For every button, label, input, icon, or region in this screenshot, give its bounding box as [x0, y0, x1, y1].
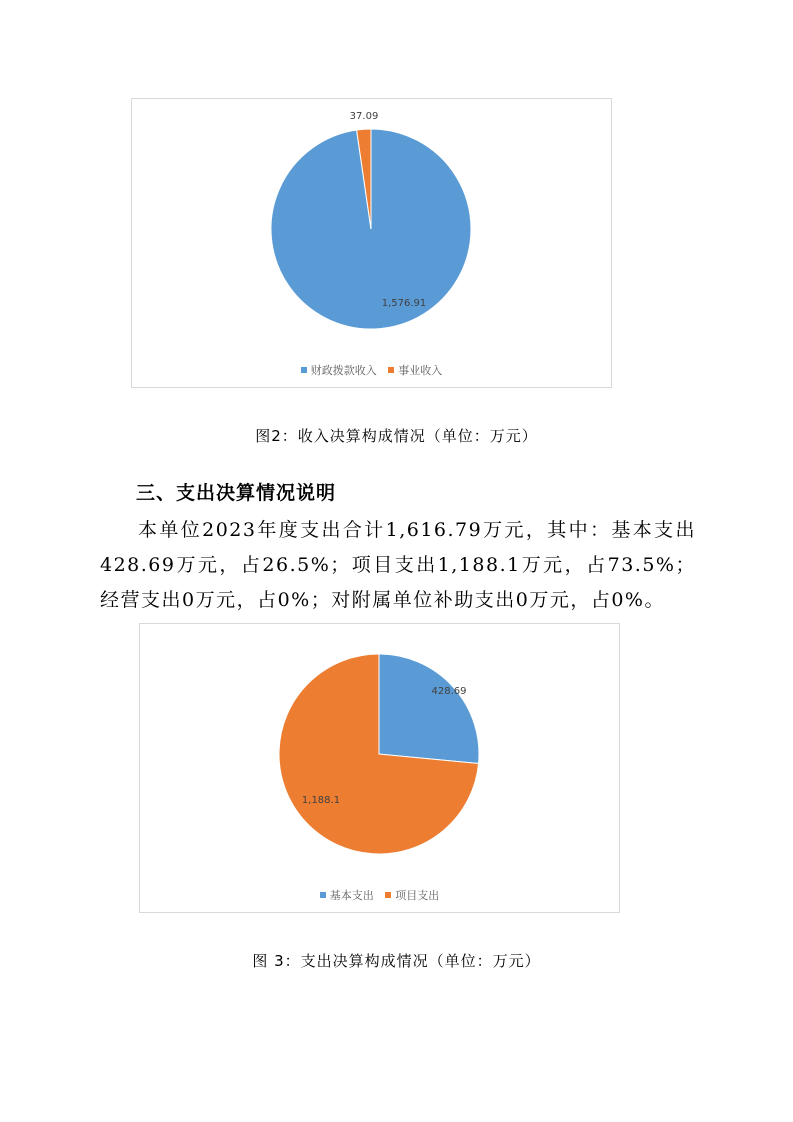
pie-data-label-1: 428.69 — [431, 686, 467, 697]
legend-item-basic-expenditure — [320, 887, 374, 903]
pie-data-label-2: 1,188.1 — [301, 795, 341, 806]
legend-item-business-income — [388, 362, 442, 378]
legend-swatch-orange — [388, 367, 394, 373]
income-pie-chart — [131, 98, 612, 388]
income-pie-svg — [132, 99, 613, 389]
legend-item-project-expenditure — [385, 887, 439, 903]
legend-label: 项目支出 — [395, 889, 440, 902]
expenditure-paragraph: 本单位2023年度支出合计1,616.79万元，其中：基本支出428.69万元，占26.5%；项目支出1,188.1万元，占73.5%；经营支出0万元，占0%；对附属单位补助支出0万元，占0%。 — [100, 519, 696, 611]
pie-data-label-1: 1,576.91 — [381, 298, 427, 309]
legend-item-fiscal-appropriation — [301, 362, 377, 378]
figure-3-caption: 图 3：支出决算构成情况（单位：万元） — [252, 952, 541, 970]
legend-swatch-blue — [301, 367, 307, 373]
pie-slice-1 — [379, 654, 479, 764]
legend-swatch-blue — [320, 892, 326, 898]
expenditure-chart-legend — [140, 887, 619, 903]
section-heading: 三、支出决算情况说明 — [136, 482, 337, 504]
figure-2-caption: 图2：收入决算构成情况（单位：万元） — [255, 427, 538, 445]
expenditure-pie-chart — [139, 623, 620, 913]
income-chart-legend — [132, 362, 611, 378]
legend-swatch-orange — [385, 892, 391, 898]
legend-label: 事业收入 — [398, 364, 443, 377]
legend-label: 基本支出 — [329, 889, 374, 902]
pie-data-label-2: 37.09 — [349, 111, 379, 122]
expenditure-pie-svg — [140, 624, 621, 914]
legend-label: 财政拨款收入 — [310, 364, 377, 377]
